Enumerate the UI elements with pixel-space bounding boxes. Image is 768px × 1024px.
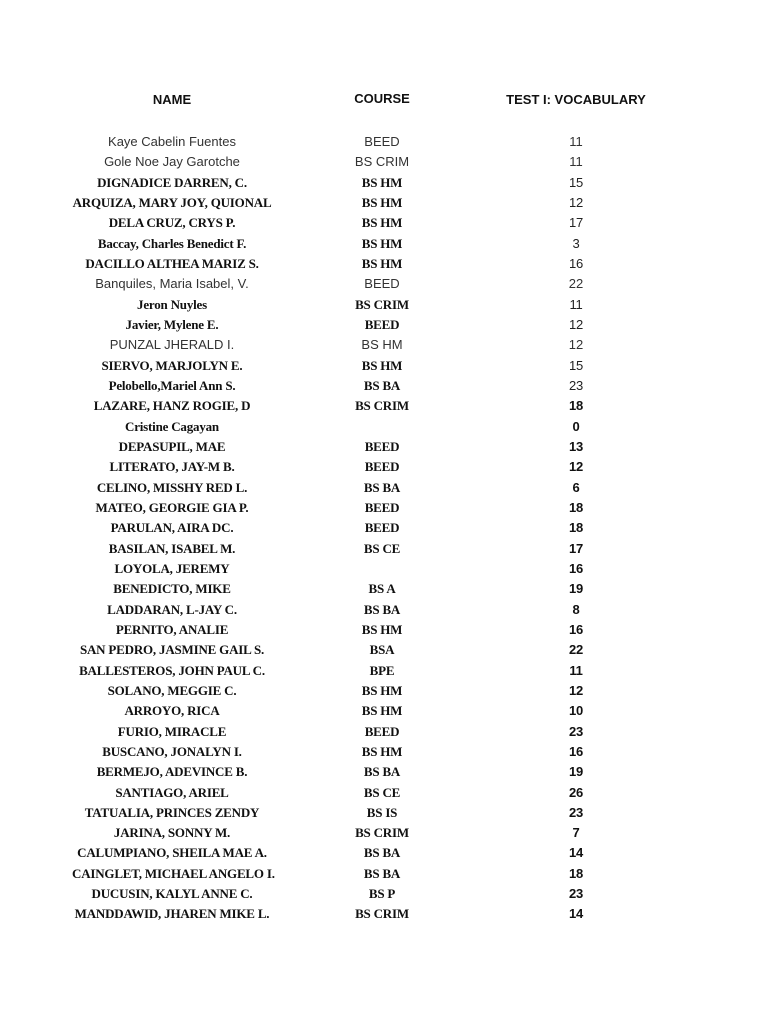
course-cell: BEED [364, 520, 400, 536]
course-cell: BS HM [361, 703, 403, 719]
student-name-cell: BALLESTEROS, JOHN PAUL C. [79, 662, 265, 678]
score-cell: 13 [568, 438, 584, 454]
score-cell: 23 [568, 804, 584, 820]
table-row [0, 600, 768, 620]
course-cell: BS CRIM [355, 825, 409, 841]
table-row [0, 559, 768, 579]
table-row [0, 620, 768, 640]
score-cell: 3 [572, 235, 580, 251]
student-name-cell: CALUMPIANO, SHEILA MAE A. [77, 845, 267, 861]
score-cell: 18 [568, 865, 584, 881]
student-name-cell: Javier, Mylene E. [125, 316, 219, 332]
student-name-cell: MANDDAWID, JHAREN MIKE L. [74, 906, 270, 922]
score-cell: 11 [569, 154, 583, 170]
student-name-cell: CELINO, MISSHY RED L. [96, 479, 248, 495]
table-row [0, 864, 768, 884]
student-name-cell: BUSCANO, JONALYN I. [102, 743, 242, 759]
student-name-cell: CAINGLET, MICHAEL ANGELO I. [72, 865, 275, 881]
course-cell: BS HM [361, 215, 403, 231]
score-cell: 10 [568, 703, 584, 719]
score-cell: 15 [568, 357, 584, 373]
table-row [0, 254, 768, 274]
student-name-cell: Kaye Cabelin Fuentes [108, 134, 236, 149]
score-cell: 11 [569, 662, 583, 678]
student-name-cell: DELA CRUZ, CRYS P. [108, 215, 236, 231]
course-cell: BEED [364, 276, 400, 292]
score-cell: 17 [568, 540, 584, 556]
course-cell: BS HM [361, 743, 403, 759]
table-row [0, 356, 768, 376]
table-row [0, 640, 768, 660]
table-row [0, 742, 768, 762]
course-cell: BS HM [361, 621, 403, 637]
course-cell: BSA [369, 642, 395, 658]
course-cell: BS BA [363, 845, 401, 861]
table-row [0, 234, 768, 254]
course-cell: BS CE [363, 540, 401, 556]
score-cell: 23 [568, 886, 584, 902]
score-cell: 19 [568, 764, 584, 780]
score-cell: 14 [568, 845, 584, 861]
header-test-vocabulary: TEST I: VOCABULARY [506, 92, 646, 107]
student-name-cell: ARROYO, RICA [124, 703, 220, 719]
course-cell: BS HM [361, 682, 403, 698]
course-cell: BS A [368, 581, 396, 597]
course-cell: BEED [364, 438, 400, 454]
score-cell: 19 [568, 581, 584, 597]
course-cell: BS HM [361, 174, 403, 190]
student-name-cell: LOYOLA, JEREMY [114, 560, 230, 576]
table-row [0, 295, 768, 315]
table-row [0, 762, 768, 782]
student-name-cell: Cristine Cagayan [125, 418, 219, 434]
course-cell: BS CRIM [355, 398, 409, 414]
score-cell: 12 [568, 194, 584, 210]
course-cell: BS HM [361, 357, 403, 373]
score-cell: 22 [568, 276, 584, 292]
score-cell: 16 [568, 621, 584, 637]
student-name-cell: Gole Noe Jay Garotche [104, 154, 240, 170]
student-name-cell: PERNITO, ANALIE [115, 621, 229, 637]
table-row [0, 152, 768, 172]
course-cell: BS IS [366, 804, 398, 820]
score-cell: 26 [568, 784, 584, 800]
table-row [0, 457, 768, 477]
score-cell: 11 [569, 296, 583, 312]
table-row [0, 478, 768, 498]
score-cell: 0 [572, 418, 580, 434]
course-cell: BEED [364, 723, 400, 739]
student-name-cell: TATUALIA, PRINCES ZENDY [84, 804, 260, 820]
course-cell: BS HM [361, 194, 403, 210]
course-cell: BS BA [363, 479, 401, 495]
student-name-cell: PUNZAL JHERALD I. [109, 337, 235, 353]
score-cell: 18 [568, 499, 584, 515]
student-name-cell: JARINA, SONNY M. [113, 825, 231, 841]
student-name-cell: SANTIAGO, ARIEL [115, 784, 229, 800]
table-row [0, 823, 768, 843]
score-cell: 23 [568, 723, 584, 739]
student-name-cell: PARULAN, AIRA DC. [110, 520, 234, 536]
table-row [0, 274, 768, 294]
course-cell: BS HM [361, 255, 403, 271]
course-cell: BS CRIM [354, 154, 410, 170]
table-row [0, 193, 768, 213]
score-cell: 14 [568, 906, 584, 922]
course-cell: BEED [364, 316, 400, 332]
table-row [0, 701, 768, 721]
student-name-cell: DUCUSIN, KALYL ANNE C. [91, 886, 253, 902]
course-cell: BS BA [363, 601, 401, 617]
student-name-cell: DEPASUPIL, MAE [118, 438, 226, 454]
student-name-cell: DACILLO ALTHEA MARIZ S. [85, 255, 259, 271]
table-row [0, 539, 768, 559]
table-row [0, 722, 768, 742]
score-cell: 16 [568, 560, 584, 576]
student-name-cell: BENEDICTO, MIKE [113, 581, 231, 597]
course-cell: BS HM [361, 337, 403, 353]
course-cell: BS CE [363, 784, 401, 800]
student-name-cell: SAN PEDRO, JASMINE GAIL S. [79, 642, 265, 658]
course-cell: BS BA [363, 764, 401, 780]
table-row [0, 315, 768, 335]
course-cell: BEED [364, 134, 400, 149]
course-cell: BEED [364, 459, 400, 475]
table-row [0, 437, 768, 457]
course-cell: BPE [369, 662, 395, 678]
table-row [0, 376, 768, 396]
table-row [0, 173, 768, 193]
student-name-cell: FURIO, MIRACLE [117, 723, 227, 739]
score-cell: 16 [568, 743, 584, 759]
table-row [0, 396, 768, 416]
table-row [0, 661, 768, 681]
student-name-cell: Banquiles, Maria Isabel, V. [95, 276, 249, 292]
student-name-cell: SOLANO, MEGGIE C. [107, 682, 237, 698]
student-name-cell: SIERVO, MARJOLYN E. [101, 357, 243, 373]
table-row [0, 498, 768, 518]
course-cell: BS CRIM [355, 296, 409, 312]
student-name-cell: DIGNADICE DARREN, C. [97, 174, 247, 190]
table-row [0, 518, 768, 538]
student-table [0, 132, 768, 925]
score-cell: 12 [568, 459, 584, 475]
course-cell: BS BA [363, 865, 401, 881]
student-name-cell: BASILAN, ISABEL M. [108, 540, 236, 556]
course-cell: BEED [364, 499, 400, 515]
table-row [0, 843, 768, 863]
table-row [0, 681, 768, 701]
score-cell: 23 [568, 377, 584, 393]
student-name-cell: ARQUIZA, MARY JOY, QUIONAL [72, 194, 272, 210]
score-cell: 12 [568, 337, 584, 353]
table-row [0, 783, 768, 803]
score-cell: 17 [568, 215, 584, 231]
score-cell: 8 [572, 601, 580, 617]
score-cell: 11 [569, 134, 583, 149]
table-row [0, 132, 768, 152]
score-cell: 7 [572, 825, 580, 841]
student-name-cell: Jeron Nuyles [137, 296, 207, 312]
score-cell: 15 [568, 174, 584, 190]
table-row [0, 884, 768, 904]
table-row [0, 335, 768, 355]
student-name-cell: Pelobello,Mariel Ann S. [108, 377, 236, 393]
score-cell: 16 [568, 255, 584, 271]
table-row [0, 417, 768, 437]
course-cell: BS CRIM [355, 906, 409, 922]
student-name-cell: Baccay, Charles Benedict F. [97, 235, 247, 251]
student-name-cell: LAZARE, HANZ ROGIE, D [93, 398, 251, 414]
student-name-cell: LADDARAN, L-JAY C. [107, 601, 237, 617]
table-row [0, 803, 768, 823]
table-row [0, 579, 768, 599]
student-name-cell: LITERATO, JAY-M B. [109, 459, 235, 475]
header-name: NAME [152, 92, 192, 107]
score-cell: 18 [568, 398, 584, 414]
score-cell: 12 [568, 316, 584, 332]
score-cell: 12 [568, 682, 584, 698]
course-cell: BS BA [363, 377, 401, 393]
student-name-cell: MATEO, GEORGIE GIA P. [95, 499, 249, 515]
score-cell: 6 [572, 479, 580, 495]
course-cell: BS HM [361, 235, 403, 251]
score-cell: 22 [568, 642, 584, 658]
course-cell: BS P [368, 886, 396, 902]
score-cell: 18 [568, 520, 584, 536]
table-row [0, 213, 768, 233]
table-row [0, 904, 768, 924]
header-course: COURSE [354, 91, 410, 106]
student-name-cell: BERMEJO, ADEVINCE B. [96, 764, 248, 780]
